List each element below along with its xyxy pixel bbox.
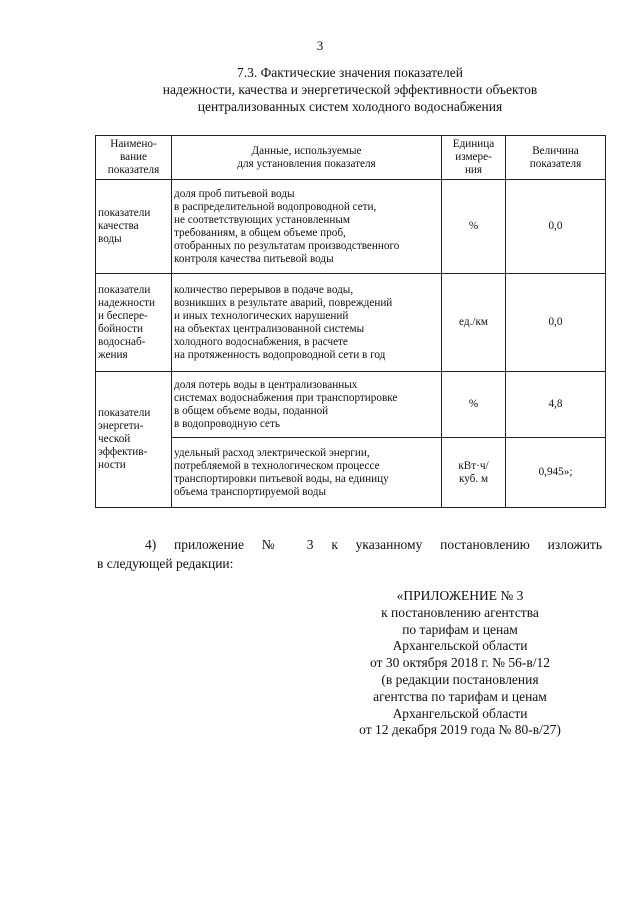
appendix-line: по тарифам и ценам (402, 621, 518, 637)
table-row (96, 180, 606, 274)
indicators-table (95, 135, 606, 508)
header-indicator-name: Наимено- вание показателя (96, 136, 172, 180)
appendix-line: Архангельской области (392, 638, 528, 654)
page-number: 3 (316, 38, 324, 53)
row-description: количество перерывов в подаче воды, возникших в результате аварий, повреждений и иных технологических нарушений на объектах централизованной системы холодного водоснабжения, в расчете на протяженность водопроводной сети в год (172, 274, 442, 372)
section-heading (80, 64, 620, 115)
category-reliability: показатели надежности и беспере- бойности водоснаб- жения (96, 274, 172, 372)
heading-line: 7.3. Фактические значения показателей (236, 65, 463, 80)
row-value: 0,0 (506, 180, 606, 274)
category-water-quality: показатели качества воды (96, 180, 172, 274)
table-row (96, 438, 606, 508)
table-row (96, 274, 606, 372)
row-description: удельный расход электрической энергии, потребляемой в технологическом процессе транспортировки питьевой воды, на единицу объема транспортируемой воды (172, 438, 442, 508)
row-description: доля потерь воды в централизованных системах водоснабжения при транспортировке в общем объеме воды, поданной в водопроводную сеть (172, 372, 442, 438)
heading-line: централизованных систем холодного водоснабжения (197, 99, 503, 114)
appendix-line: агентства по тарифам и ценам (373, 688, 547, 704)
row-value: 4,8 (506, 372, 606, 438)
appendix-line: (в редакции постановления (381, 671, 539, 687)
header-unit: Единица измере- ния (442, 136, 506, 180)
table-header-row (96, 136, 606, 180)
row-unit: ед./км (442, 274, 506, 372)
appendix-line: «ПРИЛОЖЕНИЕ № 3 (396, 588, 524, 603)
row-unit: % (442, 372, 506, 438)
row-value: 0,945»; (506, 438, 606, 508)
category-energy-efficiency: показатели энергети- ческой эффектив- ности (96, 372, 172, 508)
appendix-line: от 30 октября 2018 г. № 56-в/12 (369, 655, 550, 671)
row-unit: кВт·ч/ куб. м (442, 438, 506, 508)
amendment-line: в следующей редакции: (97, 556, 234, 571)
appendix-line: к постановлению агентства (381, 604, 539, 620)
row-unit: % (442, 180, 506, 274)
appendix-line: Архангельской области (392, 705, 528, 721)
appendix-header-block (330, 588, 590, 739)
table-row (96, 372, 606, 438)
header-value: Величина показателя (506, 136, 606, 180)
amendment-paragraph (97, 535, 602, 573)
appendix-line: от 12 декабря 2019 года № 80-в/27) (359, 722, 561, 738)
row-value: 0,0 (506, 274, 606, 372)
amendment-line: 4) приложение № 3 к указанному постановлению изложить (145, 537, 602, 552)
heading-line: надежности, качества и энергетической эффективности объектов (162, 82, 538, 97)
header-data-used: Данные, используемые для установления показателя (172, 136, 442, 180)
row-description: доля проб питьевой воды в распределительной водопроводной сети, не соответствующих установленным требованиям, в общем объеме проб, отобранных по результатам производственного контроля качества питьевой воды (172, 180, 442, 274)
